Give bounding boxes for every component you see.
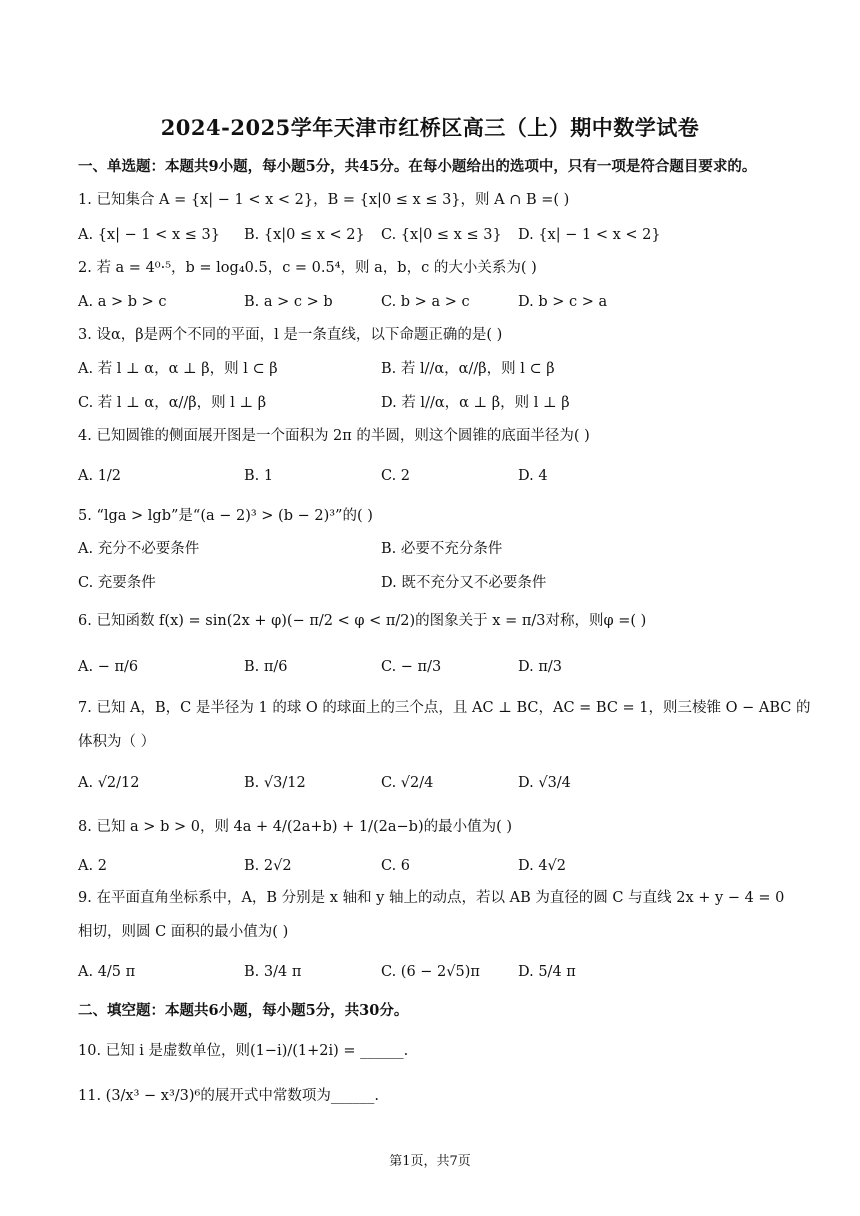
question-2-stem: 2. 若 a = 4⁰·⁵，b = log₄0.5，c = 0.5⁴，则 a，b，c 的大小关系为( )	[78, 260, 537, 276]
question-7-option-b: B. √3/12	[244, 775, 306, 791]
question-7-stem-continued: 体积为（ ）	[78, 734, 156, 750]
question-9-option-a: A. 4/5 π	[78, 964, 136, 980]
page-title: 2024-2025学年天津市红桥区高三（上）期中数学试卷	[160, 115, 700, 140]
question-3-option-b: B. 若 l//α，α//β，则 l ⊂ β	[381, 361, 555, 377]
question-7-option-c: C. √2/4	[381, 775, 434, 791]
question-3-option-a: A. 若 l ⊥ α，α ⊥ β，则 l ⊂ β	[78, 361, 278, 377]
question-6-option-b: B. π/6	[244, 659, 288, 675]
question-5-option-a: A. 充分不必要条件	[78, 541, 200, 557]
question-8-option-b: B. 2√2	[244, 858, 292, 874]
question-5-option-b: B. 必要不充分条件	[381, 541, 503, 557]
question-1-option-d: D. {x| − 1 < x < 2}	[518, 227, 661, 243]
question-5-option-d: D. 既不充分又不必要条件	[381, 575, 547, 591]
question-1-option-b: B. {x|0 ≤ x < 2}	[244, 227, 365, 243]
question-4-stem: 4. 已知圆锥的侧面展开图是一个面积为 2π 的半圆，则这个圆锥的底面半径为( )	[78, 428, 590, 444]
question-1-option-c: C. {x|0 ≤ x ≤ 3}	[381, 227, 502, 243]
question-2-option-c: C. b > a > c	[381, 294, 470, 310]
section-heading-fill-in: 二、填空题：本题共6小题，每小题5分，共30分。	[78, 1002, 409, 1019]
question-5-option-c: C. 充要条件	[78, 575, 156, 591]
question-9-option-b: B. 3/4 π	[244, 964, 302, 980]
question-8-option-c: C. 6	[381, 858, 411, 874]
question-9-option-d: D. 5/4 π	[518, 964, 576, 980]
question-9-stem: 9. 在平面直角坐标系中，A，B 分别是 x 轴和 y 轴上的动点，若以 AB 为直径的圆 C 与直线 2x + y − 4 = 0	[78, 890, 785, 906]
question-4-option-d: D. 4	[518, 468, 548, 484]
question-1-option-a: A. {x| − 1 < x ≤ 3}	[78, 227, 220, 243]
question-9-stem-continued: 相切，则圆 C 面积的最小值为( )	[78, 924, 289, 940]
question-6-option-d: D. π/3	[518, 659, 562, 675]
question-8-option-d: D. 4√2	[518, 858, 567, 874]
question-8-option-a: A. 2	[78, 858, 107, 874]
question-6-option-c: C. − π/3	[381, 659, 442, 675]
question-11-stem: 11. (3/x³ − x³/3)⁶的展开式中常数项为______.	[78, 1088, 379, 1104]
question-2-option-a: A. a > b > c	[78, 294, 167, 310]
question-3-option-c: C. 若 l ⊥ α，α//β，则 l ⊥ β	[78, 395, 267, 411]
question-3-stem: 3. 设α，β是两个不同的平面，l 是一条直线，以下命题正确的是( )	[78, 327, 503, 343]
question-1-stem: 1. 已知集合 A = {x| − 1 < x < 2}，B = {x|0 ≤ x ≤ 3}，则 A ∩ B =( )	[78, 192, 570, 208]
question-4-option-a: A. 1/2	[78, 468, 122, 484]
section-heading-single-choice: 一、单选题：本题共9小题，每小题5分，共45分。在每小题给出的选项中，只有一项是符合题目要求的。	[78, 158, 757, 175]
question-10-stem: 10. 已知 i 是虚数单位，则(1−i)/(1+2i) = ______.	[78, 1043, 409, 1059]
question-7-stem: 7. 已知 A，B，C 是半径为 1 的球 O 的球面上的三个点，且 AC ⊥ BC，AC = BC = 1，则三棱锥 O − ABC 的	[78, 700, 811, 716]
question-4-option-b: B. 1	[244, 468, 274, 484]
page-footer: 第1页，共7页	[389, 1154, 471, 1169]
question-6-stem: 6. 已知函数 f(x) = sin(2x + φ)(− π/2 < φ < π/2)的图象关于 x = π/3对称，则φ =( )	[78, 613, 647, 629]
question-7-option-d: D. √3/4	[518, 775, 571, 791]
question-9-option-c: C. (6 − 2√5)π	[381, 964, 480, 980]
question-4-option-c: C. 2	[381, 468, 411, 484]
question-5-stem: 5. “lga > lgb”是“(a − 2)³ > (b − 2)³”的( )	[78, 508, 373, 524]
question-6-option-a: A. − π/6	[78, 659, 139, 675]
question-7-option-a: A. √2/12	[78, 775, 140, 791]
question-3-option-d: D. 若 l//α，α ⊥ β，则 l ⊥ β	[381, 395, 570, 411]
question-2-option-d: D. b > c > a	[518, 294, 608, 310]
question-8-stem: 8. 已知 a > b > 0，则 4a + 4/(2a+b) + 1/(2a−b)的最小值为( )	[78, 819, 513, 835]
question-2-option-b: B. a > c > b	[244, 294, 333, 310]
